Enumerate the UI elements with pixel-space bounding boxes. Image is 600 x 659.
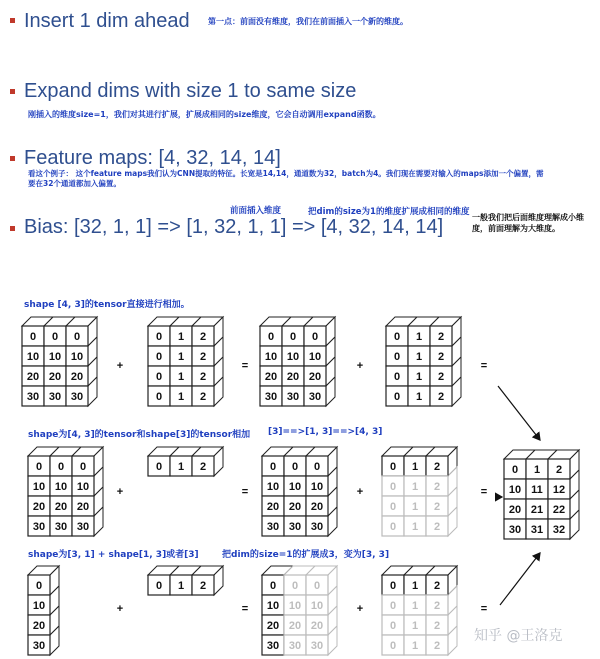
cell-value: 2 — [199, 351, 207, 363]
cell-value: 1 — [411, 461, 419, 473]
cell-value: 0 — [389, 600, 397, 612]
cell-value: 1 — [415, 391, 423, 403]
cell-value: 0 — [269, 461, 277, 473]
cell-value: 1 — [411, 640, 419, 652]
cell-value: 1 — [177, 391, 185, 403]
cell-value: 0 — [313, 580, 321, 592]
cell-value: 2 — [437, 371, 445, 383]
cell-value: 30 — [70, 391, 84, 403]
cell-value: 30 — [508, 524, 522, 536]
plus-sign: + — [116, 360, 124, 372]
cell-value: 0 — [155, 391, 163, 403]
heading-insert-dim: Insert 1 dim ahead — [24, 10, 190, 32]
cell-value: 30 — [26, 391, 40, 403]
cell-value: 20 — [286, 371, 300, 383]
cell-value: 2 — [199, 391, 207, 403]
cell-value: 30 — [266, 521, 280, 533]
cell-value: 30 — [48, 391, 62, 403]
cell-value: 10 — [54, 481, 68, 493]
cell-value: 10 — [508, 484, 522, 496]
cell-value: 1 — [177, 331, 185, 343]
cell-value: 1 — [411, 501, 419, 513]
cell-value: 20 — [76, 501, 90, 513]
cell-value: 10 — [288, 481, 302, 493]
cell-value: 2 — [433, 521, 441, 533]
cell-value: 10 — [26, 351, 40, 363]
cell-value: 20 — [32, 620, 46, 632]
cell-value: 0 — [389, 620, 397, 632]
plus-sign: + — [356, 360, 364, 372]
row3-note: 把dim的size=1的扩展成3，变为[3, 3] — [222, 550, 390, 560]
cell-value: 30 — [54, 521, 68, 533]
cell-value: 1 — [177, 371, 185, 383]
equals-sign: = — [241, 486, 249, 498]
equals-sign: = — [241, 603, 249, 615]
cell-value: 20 — [310, 501, 324, 513]
cell-value: 0 — [29, 331, 37, 343]
cell-value: 10 — [48, 351, 62, 363]
cell-value: 2 — [199, 331, 207, 343]
equals-sign: = — [480, 486, 488, 498]
cell-value: 2 — [433, 620, 441, 632]
cell-value: 20 — [266, 501, 280, 513]
cell-value: 0 — [51, 331, 59, 343]
cell-value: 0 — [389, 461, 397, 473]
cell-value: 0 — [35, 461, 43, 473]
cell-value: 20 — [508, 504, 522, 516]
cell-value: 0 — [35, 580, 43, 592]
cell-value: 20 — [266, 620, 280, 632]
cell-value: 20 — [308, 371, 322, 383]
cell-value: 30 — [310, 640, 324, 652]
arrow-row3 — [500, 553, 540, 605]
cell-value: 30 — [76, 521, 90, 533]
cell-value: 12 — [552, 484, 566, 496]
cell-value: 0 — [73, 331, 81, 343]
cell-value: 30 — [310, 521, 324, 533]
cell-value: 2 — [433, 481, 441, 493]
cell-value: 32 — [552, 524, 566, 536]
equals-sign: = — [480, 360, 488, 372]
cell-value: 1 — [177, 351, 185, 363]
cell-value: 2 — [555, 464, 563, 476]
cell-value: 10 — [76, 481, 90, 493]
heading-bias: Bias: [32, 1, 1] => [1, 32, 1, 1] => [4, 32, 14, 14] — [24, 216, 444, 238]
cell-value: 1 — [415, 331, 423, 343]
note-feature-maps: 看这个例子： 这个feature maps我们认为CNN提取的特征。长宽是14,14，通道数为32，batch为4。我们现在需要对输入的maps添加一个偏置，需要在32个通道都加入偏置。 — [28, 169, 544, 189]
matrix-a-row1-result-input — [260, 317, 335, 406]
cell-value: 1 — [533, 464, 541, 476]
cell-value: 10 — [286, 351, 300, 363]
column-a-row3 — [28, 566, 59, 655]
cell-value: 1 — [411, 600, 419, 612]
cell-value: 1 — [177, 580, 185, 592]
cell-value: 10 — [70, 351, 84, 363]
cell-value: 30 — [286, 391, 300, 403]
cell-value: 20 — [32, 501, 46, 513]
cell-value: 1 — [177, 461, 185, 473]
note-insert-dim: 第一点：前面没有维度，我们在前面插入一个新的维度。 — [208, 17, 408, 26]
cell-value: 1 — [411, 620, 419, 632]
cell-value: 0 — [389, 501, 397, 513]
cell-value: 10 — [308, 351, 322, 363]
cell-value: 20 — [48, 371, 62, 383]
cell-value: 10 — [266, 481, 280, 493]
cell-value: 0 — [389, 580, 397, 592]
plus-sign: + — [356, 603, 364, 615]
cell-value: 2 — [437, 331, 445, 343]
cell-value: 0 — [511, 464, 519, 476]
cell-value: 20 — [288, 620, 302, 632]
cell-value: 0 — [393, 371, 401, 383]
cell-value: 20 — [70, 371, 84, 383]
cell-value: 2 — [433, 580, 441, 592]
plus-sign: + — [116, 486, 124, 498]
matrix-b-row1-result-input — [386, 317, 461, 406]
vector-b-row3 — [148, 566, 223, 595]
cell-value: 1 — [411, 580, 419, 592]
cell-value: 31 — [530, 524, 544, 536]
cell-value: 30 — [308, 391, 322, 403]
cell-value: 30 — [288, 640, 302, 652]
row2-note: [3]==>[1, 3]==>[4, 3] — [268, 427, 383, 437]
cell-value: 2 — [199, 371, 207, 383]
matrix-a-row2-expanded — [262, 447, 337, 536]
cell-value: 0 — [311, 331, 319, 343]
cell-value: 0 — [155, 461, 163, 473]
equals-sign: = — [241, 360, 249, 372]
note-expand-dims: 刚插入的维度size=1，我们对其进行扩展，扩展成相同的size维度，它会自动调用expand函数。 — [28, 110, 381, 119]
cell-value: 2 — [437, 351, 445, 363]
cell-value: 20 — [310, 620, 324, 632]
cell-value: 2 — [433, 600, 441, 612]
cell-value: 0 — [291, 580, 299, 592]
matrix-b-row1 — [148, 317, 223, 406]
cell-value: 0 — [79, 461, 87, 473]
matrix-a-row2 — [28, 447, 103, 536]
matrix-a-row3-expanded — [262, 566, 337, 655]
cell-value: 21 — [530, 504, 544, 516]
watermark: 知乎 @王洛克 — [474, 628, 563, 644]
cell-value: 11 — [531, 484, 543, 496]
heading-feature-maps: Feature maps: [4, 32, 14, 14] — [24, 147, 281, 169]
cell-value: 30 — [266, 640, 280, 652]
cell-value: 2 — [433, 640, 441, 652]
cell-value: 0 — [269, 580, 277, 592]
row3-label: shape为[3, 1] + shape[1, 3]或者[3] — [28, 550, 199, 560]
cell-value: 0 — [155, 580, 163, 592]
cell-value: 0 — [155, 351, 163, 363]
cell-value: 22 — [552, 504, 566, 516]
cell-value: 1 — [415, 351, 423, 363]
cell-value: 30 — [288, 521, 302, 533]
cell-value: 10 — [264, 351, 278, 363]
cell-value: 2 — [199, 461, 207, 473]
cell-value: 30 — [264, 391, 278, 403]
cell-value: 20 — [26, 371, 40, 383]
cell-value: 10 — [310, 481, 324, 493]
vector-b-row2 — [148, 447, 223, 476]
cell-value: 0 — [393, 351, 401, 363]
cell-value: 0 — [389, 640, 397, 652]
cell-value: 0 — [313, 461, 321, 473]
cell-value: 10 — [32, 600, 46, 612]
side-note-dims: 一般我们把后面维度理解成小维度，前面理解为大维度。 — [472, 213, 584, 234]
cell-value: 10 — [310, 600, 324, 612]
cell-value: 2 — [199, 580, 207, 592]
cell-value: 1 — [411, 521, 419, 533]
cell-value: 30 — [32, 521, 46, 533]
plus-sign: + — [116, 603, 124, 615]
cell-value: 2 — [437, 391, 445, 403]
cell-value: 20 — [54, 501, 68, 513]
matrix-b-row3-expanded — [382, 566, 457, 655]
cell-value: 0 — [57, 461, 65, 473]
heading-expand-dims: Expand dims with size 1 to same size — [24, 80, 357, 102]
row1-label: shape [4, 3]的tensor直接进行相加。 — [24, 300, 190, 310]
matrix-b-row2-expanded — [382, 447, 457, 536]
cell-value: 0 — [155, 331, 163, 343]
cell-value: 0 — [267, 331, 275, 343]
cell-value: 20 — [264, 371, 278, 383]
cell-value: 0 — [155, 371, 163, 383]
annotation-insert: 前面插入维度 — [230, 206, 282, 216]
annotation-expand: 把dim的size为1的维度扩展成相同的维度 — [308, 207, 470, 217]
cell-value: 30 — [32, 640, 46, 652]
plus-sign: + — [356, 486, 364, 498]
matrix-a-row1 — [22, 317, 97, 406]
cell-value: 0 — [389, 481, 397, 493]
cell-value: 2 — [433, 501, 441, 513]
result-matrix — [504, 450, 579, 539]
cell-value: 0 — [289, 331, 297, 343]
arrow-row1 — [498, 386, 540, 440]
cell-value: 0 — [393, 391, 401, 403]
cell-value: 20 — [288, 501, 302, 513]
cell-value: 10 — [266, 600, 280, 612]
equals-sign: = — [480, 603, 488, 615]
cell-value: 2 — [433, 461, 441, 473]
cell-value: 1 — [415, 371, 423, 383]
cell-value: 0 — [393, 331, 401, 343]
cell-value: 0 — [389, 521, 397, 533]
cell-value: 10 — [288, 600, 302, 612]
cell-value: 0 — [291, 461, 299, 473]
row2-label: shape为[4, 3]的tensor和shape[3]的tensor相加 — [28, 430, 251, 440]
cell-value: 1 — [411, 481, 419, 493]
cell-value: 10 — [32, 481, 46, 493]
